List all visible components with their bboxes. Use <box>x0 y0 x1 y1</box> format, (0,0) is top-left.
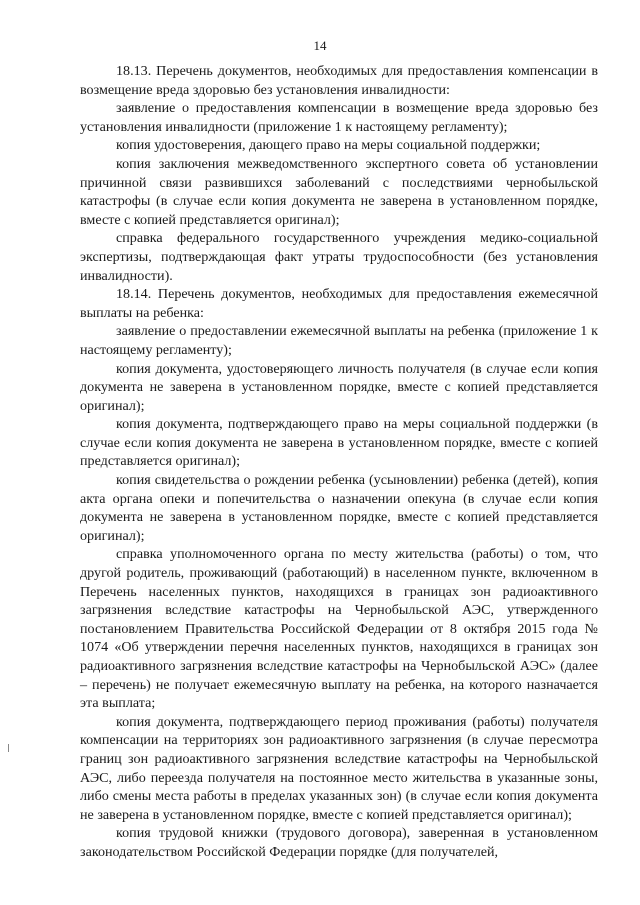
paragraph: справка федерального государственного учреждения медико-социальной экспертизы, подтверждающая факт утраты трудоспособности (без установления инвалидности). <box>80 230 598 284</box>
paragraph-18-14: 18.14. Перечень документов, необходимых для предоставления ежемесячной выплаты на ребенка: <box>80 286 598 321</box>
paragraph-18-13: 18.13. Перечень документов, необходимых для предоставления компенсации в возмещение вреда здоровью без установления инвалидности: <box>80 63 598 98</box>
paragraph: копия свидетельства о рождении ребенка (усыновлении) ребенка (детей), копия акта органа опеки и попечительства о назначении опекуна (в случае если копия документа не заверена в установленном порядке, вместе с копией представляется оригинал); <box>80 472 598 544</box>
document-body <box>80 62 598 862</box>
paragraph: справка уполномоченного органа по месту жительства (работы) о том, что другой родитель, проживающий (работающий) в населенном пункте, включенном в Перечень населенных пунктов, находящихся в границах зон радиоактивного загрязнения вследствие катастрофы на Чернобыльской АЭС, утвержденного постановлением Правительства Российской Федерации от 8 октября 2015 года № 1074 «Об утверждении перечня населенных пунктов, находящихся в границах зон радиоактивного загрязнения вследствие катастрофы на Чернобыльской АЭС» (далее – перечень) не получает ежемесячную выплату на ребенка, на которого назначается эта выплата; <box>80 546 598 712</box>
paragraph: копия документа, удостоверяющего личность получателя (в случае если копия документа не заверена в установленном порядке, вместе с копией представляется оригинал); <box>80 360 598 414</box>
paragraph: заявление о предоставлении ежемесячной выплаты на ребенка (приложение 1 к настоящему регламенту); <box>80 323 598 358</box>
margin-scan-mark <box>8 744 9 752</box>
paragraph: копия удостоверения, дающего право на меры социальной поддержки; <box>116 137 541 154</box>
page-number: 14 <box>313 38 327 53</box>
paragraph: копия заключения межведомственного экспертного совета об установлении причинной связи развившихся заболеваний с последствиями чернобыльской катастрофы (в случае если копия документа не заверена в установленном порядке, вместе с копией представляется оригинал); <box>80 155 598 228</box>
paragraph: копия трудовой книжки (трудового договора), заверенная в установленном законодательством Российской Федерации порядке (для получателей, <box>80 825 598 860</box>
paragraph: заявление о предоставления компенсации в возмещение вреда здоровью без установления инвалидности (приложение 1 к настоящему регламенту); <box>80 100 598 135</box>
paragraph: копия документа, подтверждающего период проживания (работы) получателя компенсации на территориях зон радиоактивного загрязнения (в случае пересмотра границ зон радиоактивного загрязнения вследствие катастрофы на Чернобыльской АЭС, либо переезда получателя на постоянное место жительства в указанные зоны, либо смены места работы в пределах указанных зон) (в случае если копия документа не заверена в установленном порядке, вместе с копией представляется оригинал); <box>80 713 598 823</box>
paragraph: копия документа, подтверждающего право на меры социальной поддержки (в случае если копия документа не заверена в установленном порядке, вместе с копией представляется оригинал); <box>80 416 598 470</box>
